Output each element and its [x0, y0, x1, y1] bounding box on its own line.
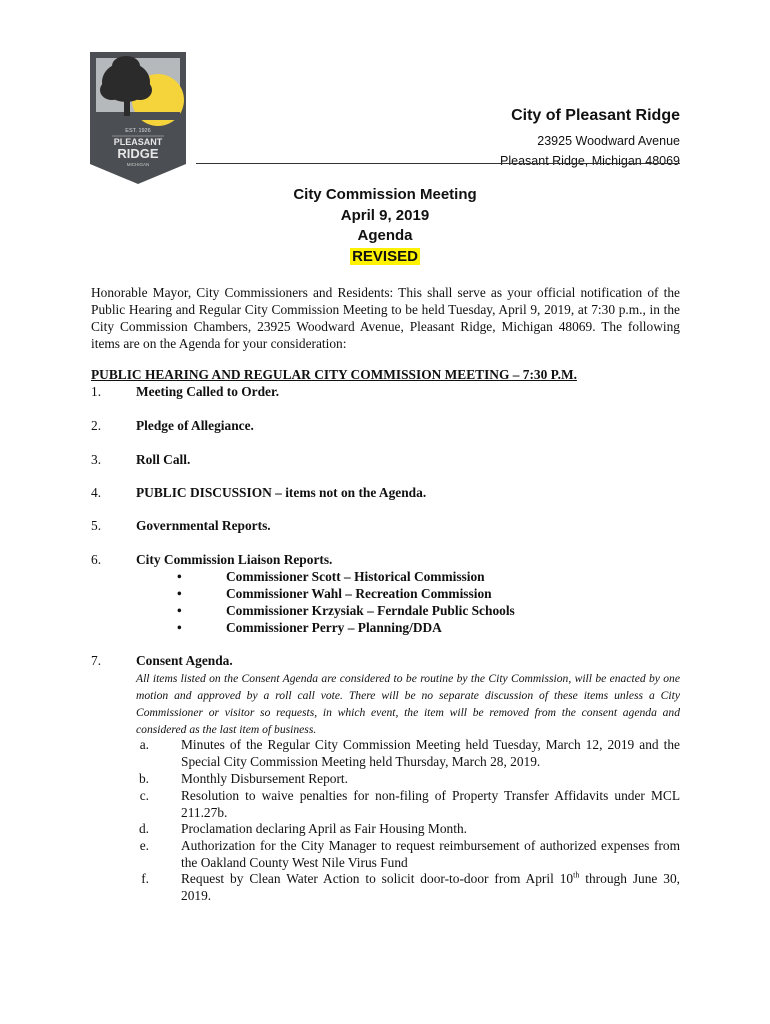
- liaison-label: Commissioner Wahl – Recreation Commission: [226, 586, 492, 601]
- city-name: City of Pleasant Ridge: [511, 107, 680, 124]
- item-text: City Commission Liaison Reports.: [136, 552, 333, 567]
- item-number: 7.: [91, 653, 102, 668]
- consent-text-part: Request by Clean Water Action to solicit door-to-door from April 10: [181, 871, 574, 886]
- agenda-item: [91, 484, 680, 501]
- consent-item: [91, 837, 680, 871]
- item-text: PUBLIC DISCUSSION – items not on the Agenda.: [136, 485, 427, 500]
- address-line-2: Pleasant Ridge, Michigan 48069: [500, 154, 680, 168]
- agenda-item: [91, 517, 680, 534]
- consent-text: Authorization for the City Manager to request reimbursement of authorized expenses from the Oakland County West Nile Virus Fund: [181, 838, 680, 870]
- consent-item: [91, 770, 680, 787]
- consent-letter: f.: [141, 871, 149, 886]
- liaison-label: Commissioner Krzysiak – Ferndale Public Schools: [226, 603, 515, 618]
- ordinal-suffix: th: [573, 870, 580, 880]
- item-number: 5.: [91, 518, 102, 533]
- revised-badge: REVISED: [352, 247, 418, 265]
- agenda-item: [91, 383, 680, 400]
- item-text: Meeting Called to Order.: [136, 384, 280, 399]
- consent-letter: e.: [139, 838, 149, 853]
- agenda-item: [91, 652, 680, 669]
- item-text: Roll Call.: [136, 452, 191, 467]
- logo-michigan: MICHIGAN: [126, 162, 150, 167]
- consent-letter: a.: [139, 737, 149, 752]
- liaison-label: Commissioner Scott – Historical Commission: [226, 569, 485, 584]
- consent-letter: b.: [138, 771, 149, 786]
- meeting-title: City Commission Meeting: [293, 186, 477, 203]
- bullet: •: [177, 620, 182, 635]
- section-heading: PUBLIC HEARING AND REGULAR CITY COMMISSION MEETING – 7:30 P.M.: [91, 367, 577, 382]
- consent-text: [181, 870, 680, 904]
- consent-text-part: through June 30, 2019.: [181, 871, 681, 903]
- meeting-title-block: [0, 185, 770, 267]
- header-divider: [196, 163, 680, 164]
- consent-item: [91, 870, 680, 904]
- agenda-label: Agenda: [357, 227, 413, 244]
- consent-item: [91, 820, 680, 837]
- item-text: Governmental Reports.: [136, 518, 271, 533]
- item-number: 4.: [91, 485, 102, 500]
- agenda-item: [91, 551, 680, 568]
- liaison-label: Commissioner Perry – Planning/DDA: [226, 620, 442, 635]
- agenda-item: [91, 417, 680, 434]
- bullet: •: [177, 586, 182, 601]
- consent-letter: d.: [138, 821, 149, 836]
- consent-item: [91, 736, 680, 770]
- consent-note: All items listed on the Consent Agenda are considered to be routine by the City Commission, will be enacted by one motion and approved by a roll call vote. There will be no separate discussion of these items unless a City Commissioner or visitor so requests, in which event, the item will be removed from the consent agenda and considered as the last item of business.: [136, 672, 680, 736]
- item-number: 3.: [91, 452, 102, 467]
- item-text: Pledge of Allegiance.: [136, 418, 254, 433]
- agenda-item: [91, 451, 680, 468]
- address-line-1: 23925 Woodward Avenue: [537, 134, 680, 148]
- intro-paragraph: Honorable Mayor, City Commissioners and Residents: This shall serve as your official notification of the Public Hearing and Regular City Commission Meeting to be held Tuesday, April 9, 2019, at 7:30 p.m., in the City Commission Chambers, 23925 Woodward Avenue, Pleasant Ridge, Michigan 48069. The following items are on the Agenda for your consideration:: [91, 285, 680, 351]
- consent-text: Resolution to waive penalties for non-filing of Property Transfer Affidavits under MCL 211.27b.: [181, 788, 680, 820]
- consent-letter: c.: [139, 788, 149, 803]
- meeting-date: April 9, 2019: [340, 206, 430, 224]
- consent-text: Minutes of the Regular City Commission Meeting held Tuesday, March 12, 2019 and the Special City Commission Meeting held Thursday, March 28, 2019.: [181, 737, 680, 769]
- bullet: •: [177, 569, 182, 584]
- logo-pleasant: PLEASANT: [113, 137, 163, 147]
- consent-item: [91, 787, 680, 821]
- item-number: 2.: [91, 418, 102, 433]
- item-number: 6.: [91, 552, 102, 567]
- item-number: 1.: [91, 384, 102, 399]
- bullet: •: [177, 603, 182, 618]
- logo-ridge: RIDGE: [117, 146, 159, 161]
- item-text: Consent Agenda.: [136, 653, 233, 668]
- city-header: [500, 106, 680, 171]
- consent-text: Monthly Disbursement Report.: [181, 771, 348, 786]
- logo-est: EST. 1926: [125, 128, 151, 134]
- city-logo: [90, 52, 186, 184]
- consent-text: Proclamation declaring April as Fair Housing Month.: [181, 821, 467, 836]
